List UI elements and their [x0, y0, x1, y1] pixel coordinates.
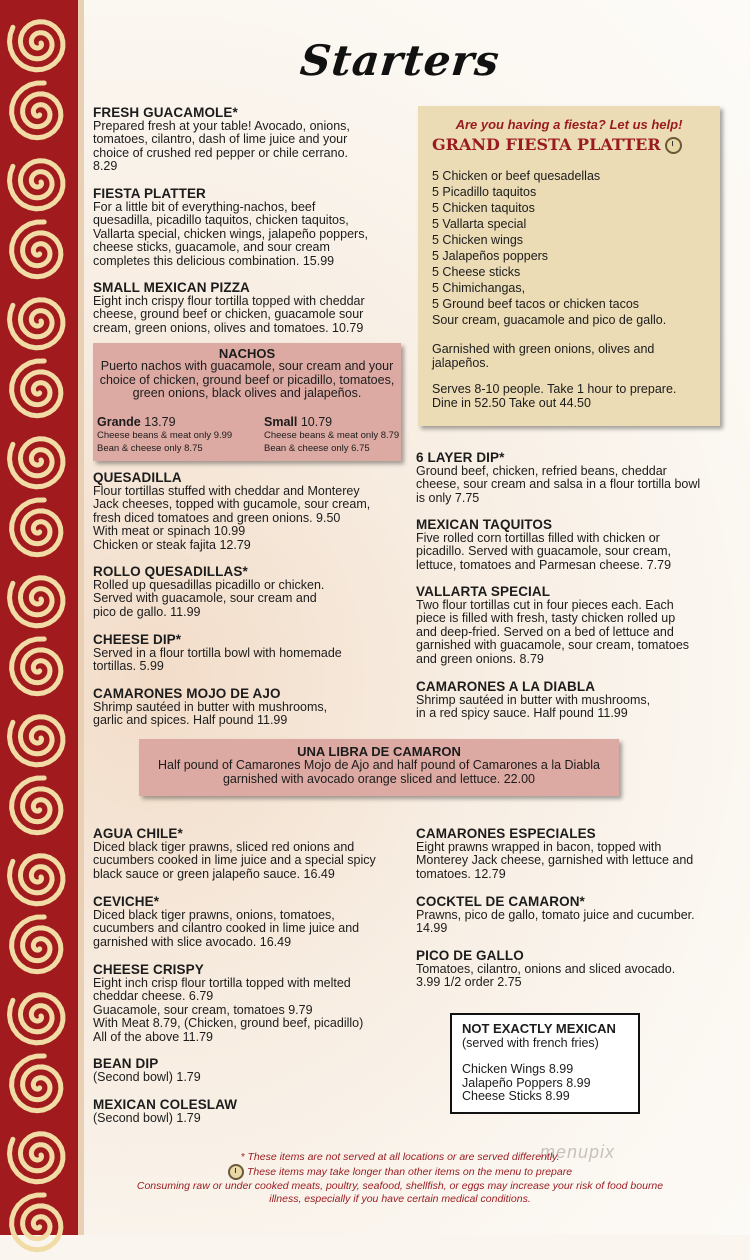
grande-price: 13.79	[144, 415, 176, 429]
menu-item	[93, 827, 376, 881]
footnote-line: illness, especially if you have certain medical conditions.	[269, 1193, 531, 1205]
swirl-icon	[4, 8, 74, 78]
menu-item	[93, 1057, 201, 1084]
fiesta-garnish: Garnished with green onions, olives and jalapeños.	[432, 342, 655, 370]
swirl-icon	[4, 703, 74, 773]
menu-item	[416, 827, 693, 881]
menu-item	[93, 471, 370, 552]
watermark: menupix	[540, 1142, 616, 1162]
item-desc: Eight inch crispy flour tortilla topped with cheddar cheese, ground beef or chicken, guacamole sour cream, green onions, olives and tomatoes. 10.79	[93, 293, 365, 335]
item-name: SMALL MEXICAN PIZZA	[93, 280, 250, 295]
item-desc: (Second bowl) 1.79	[93, 1069, 201, 1084]
menu-item	[416, 518, 671, 572]
notmex-title: NOT EXACTLY MEXICAN	[462, 1021, 616, 1036]
clock-icon	[665, 137, 682, 154]
item-desc: Eight inch crisp flour tortilla topped with melted cheddar cheese. 6.79 Guacamole, sour cream, tomatoes 9.79 With Meat 8.79, (Chicken, ground beef, picadillo) All of the above 11.79	[93, 975, 364, 1044]
footnote-line: Consuming raw or under cooked meats, poultry, seafood, shellfish, or eggs may increase your risk of food bourne	[136, 1180, 664, 1192]
list-item: 5 Jalapeños poppers	[432, 249, 549, 263]
item-name: CEVICHE*	[93, 894, 160, 909]
item-name: MEXICAN TAQUITOS	[416, 517, 553, 532]
swirl-icon	[4, 981, 74, 1051]
list-item: 5 Chicken wings	[432, 233, 524, 247]
notmex-subtitle: (served with french fries)	[462, 1036, 599, 1050]
item-name: CAMARONES MOJO DE AJO	[93, 686, 281, 701]
menu-item	[416, 451, 700, 505]
menu-item	[416, 895, 695, 936]
item-desc: Prawns, pico de gallo, tomato juice and cucumber. 14.99	[416, 907, 695, 935]
item-name: COCKTEL DE CAMARON*	[416, 894, 585, 909]
menu-item	[93, 565, 324, 619]
item-desc: Ground beef, chicken, refried beans, cheddar cheese, sour cream and salsa in a flour tortilla bowl is only 7.75	[416, 463, 701, 505]
notmex-list	[462, 1063, 591, 1104]
grande-note: Bean & cheese only 8.75	[97, 443, 203, 454]
clock-icon	[228, 1164, 244, 1180]
swirl-icon	[4, 912, 74, 982]
side-band-edge	[78, 0, 84, 1235]
swirl-icon	[4, 217, 74, 287]
small-note: Bean & cheese only 6.75	[264, 443, 370, 454]
swirl-icon	[4, 1051, 74, 1121]
item-desc: For a little bit of everything-nachos, beef quesadilla, picadillo taquitos, chicken taquitos, Vallarta special, chicken wings, jalapeño poppers, cheese sticks, guacamole, and sour cream completes this delicious combination. 15.99	[93, 199, 368, 268]
item-name: FRESH GUACAMOLE*	[93, 105, 238, 120]
list-item: 5 Chicken or beef quesadellas	[432, 169, 601, 183]
libra-title: UNA LIBRA DE CAMARON	[297, 744, 461, 759]
list-item: 5 Chimichangas,	[432, 281, 526, 295]
swirl-icon	[4, 495, 74, 565]
menu-item	[416, 680, 650, 721]
item-desc: Diced black tiger prawns, onions, tomatoes, cucumbers and cilantro cooked in lime juice and garnished with slice avocado. 16.49	[93, 907, 360, 949]
item-desc: Shrimp sautéed in butter with mushrooms, in a red spicy sauce. Half pound 11.99	[416, 692, 651, 720]
grande-label: Grande	[97, 415, 141, 429]
swirl-icon	[4, 634, 74, 704]
small-label: Small	[264, 415, 298, 429]
nachos-small	[264, 415, 399, 455]
item-name: PICO DE GALLO	[416, 948, 524, 963]
menu-item	[93, 963, 363, 1044]
list-item: 5 Cheese sticks	[432, 265, 521, 279]
not-exactly-mexican-box	[450, 1013, 640, 1114]
fiesta-serves: Serves 8-10 people. Take 1 hour to prepare. Dine in 52.50 Take out 44.50	[432, 382, 677, 410]
item-name: AGUA CHILE*	[93, 826, 183, 841]
item-desc: Diced black tiger prawns, sliced red onions and cucumbers cooked in lime juice and a special spicy black sauce or green jalapeño sauce. 16.49	[93, 839, 376, 881]
small-price: 10.79	[300, 415, 333, 429]
list-item: 5 Ground beef tacos or chicken tacos	[432, 297, 640, 311]
item-name: FIESTA PLATTER	[93, 186, 206, 201]
menu-item	[93, 1098, 237, 1125]
item-name: BEAN DIP	[93, 1056, 159, 1071]
swirl-icon	[4, 1190, 74, 1260]
item-desc: Prepared fresh at your table! Avocado, onions, tomatoes, cilantro, dash of lime juice and your choice of crushed red pepper or chile cerrano. 8.29	[93, 118, 350, 173]
item-desc: (Second bowl) 1.79	[93, 1110, 201, 1125]
swirl-icon	[4, 356, 74, 426]
menu-item	[93, 106, 350, 174]
item-desc: Five rolled corn tortillas filled with chicken or picadillo. Served with guacamole, sour cream, lettuce, tomatoes and Parmesan cheese. 7.79	[416, 530, 672, 572]
swirl-icon	[4, 564, 74, 634]
item-name: MEXICAN COLESLAW	[93, 1097, 238, 1112]
menu-item	[93, 281, 365, 335]
menu-item	[93, 187, 368, 268]
libra-desc: Half pound of Camarones Mojo de Ajo and half pound of Camarones a la Diabla garnished with avocado orange sliced and lettuce. 22.00	[158, 758, 600, 786]
fiesta-sides: Sour cream, guacamole and pico de gallo.	[432, 313, 667, 327]
grand-fiesta-box	[418, 106, 720, 426]
item-name: CHEESE DIP*	[93, 632, 182, 647]
list-item: Cheese Sticks 8.99	[462, 1089, 570, 1103]
item-name: QUESADILLA	[93, 470, 182, 485]
fiesta-tagline: Are you having a fiesta? Let us help!	[455, 117, 683, 132]
small-note: Cheese beans & meat only 8.79	[264, 430, 400, 441]
footnotes	[100, 1151, 700, 1206]
swirl-icon	[4, 842, 74, 912]
menu-item	[93, 895, 359, 949]
nachos-title: NACHOS	[218, 346, 276, 361]
menu-item	[93, 633, 342, 674]
list-item: Chicken Wings 8.99	[462, 1062, 574, 1076]
list-item: Jalapeño Poppers 8.99	[462, 1075, 591, 1090]
item-name: VALLARTA SPECIAL	[416, 584, 551, 599]
fiesta-item-list	[432, 168, 639, 312]
item-desc: Flour tortillas stuffed with cheddar and Monterey Jack cheeses, topped with gucamole, sour cream, fresh diced tomatoes and green onions. 9.50 With meat or spinach 10.99 Chicken or steak fajita 12.79	[93, 483, 371, 552]
item-name: CHEESE CRISPY	[93, 962, 204, 977]
swirl-icon	[4, 425, 74, 495]
nachos-box	[93, 343, 401, 461]
footnote-line: * These items are not served at all locations or are served differently.	[240, 1151, 560, 1163]
nachos-grande	[97, 415, 232, 455]
item-desc: Shrimp sautéed in butter with mushrooms, garlic and spices. Half pound 11.99	[93, 699, 328, 727]
grande-note: Cheese beans & meat only 9.99	[97, 430, 233, 441]
fiesta-title-text: GRAND FIESTA PLATTER	[432, 135, 661, 154]
item-desc: Two flour tortillas cut in four pieces each. Each piece is filled with fresh, tasty chicken rolled up and deep-fried. Served on a bed of lettuce and garnished with guacamole, sour cream, tomatoes and green onions. 8.79	[416, 597, 690, 666]
item-desc: Eight prawns wrapped in bacon, topped with Monterey Jack cheese, garnished with lettuce and tomatoes. 12.79	[416, 839, 694, 881]
swirl-icon	[4, 147, 74, 217]
swirl-icon	[4, 773, 74, 843]
item-name: 6 LAYER DIP*	[416, 450, 505, 465]
item-name: ROLLO QUESADILLAS*	[93, 564, 248, 579]
menu-item	[416, 949, 675, 990]
list-item: 5 Vallarta special	[432, 217, 527, 231]
swirl-icon	[4, 286, 74, 356]
swirl-icon	[4, 1120, 74, 1190]
list-item: 5 Picadillo taquitos	[432, 185, 537, 199]
menu-item	[93, 687, 327, 728]
footnote-text: These items may take longer than other items on the menu to prepare	[246, 1165, 573, 1178]
menu-item	[416, 585, 689, 666]
page-title: Starters	[297, 36, 503, 85]
list-item: 5 Chicken taquitos	[432, 201, 535, 215]
item-name: CAMARONES A LA DIABLA	[416, 679, 596, 694]
swirl-icon	[4, 78, 74, 148]
footnote-line-2	[100, 1164, 700, 1180]
item-name: CAMARONES ESPECIALES	[416, 826, 596, 841]
item-desc: Rolled up quesadillas picadillo or chicken. Served with guacamole, sour cream and pico de gallo. 11.99	[93, 577, 325, 619]
fiesta-title	[432, 135, 682, 154]
una-libra-box	[139, 739, 619, 796]
nachos-desc: Puerto nachos with guacamole, sour cream and your choice of chicken, ground beef or picadillo, tomatoes, green onions, black olives and jalapeños.	[99, 359, 395, 400]
item-desc: Tomatoes, cilantro, onions and sliced avocado. 3.99 1/2 order 2.75	[416, 961, 676, 989]
item-desc: Served in a flour tortilla bowl with homemade tortillas. 5.99	[93, 645, 342, 673]
